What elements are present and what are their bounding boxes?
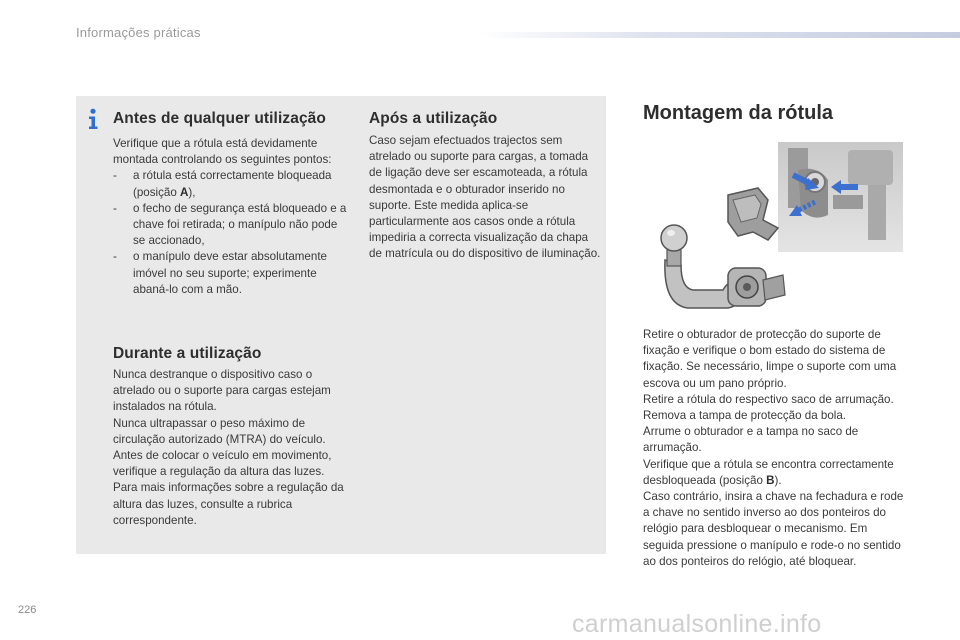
assembly-closing: Caso contrário, insira a chave na fechadura e rode a chave no sentido inverso ao dos ponteiros do relógio para desbloquear o mecanismo. Em seguida pressione o manípulo e rode-o no sentido ao dos ponteiros do relógio, até bloquear. <box>643 490 904 568</box>
header-title: Informações práticas <box>76 25 201 40</box>
during-use-paragraph: Nunca destranque o dispositivo caso o atrelado ou o suporte para cargas estejam instalados na rótula. <box>113 368 331 414</box>
after-use-text: Caso sejam efectuados trajectos sem atrelado ou suporte para cargas, a tomada de ligação deve ser escamoteada, a rótula desmontada e o obturador inserido no suporte. Este medida aplica-se particularmente aos casos onde a rótula impediria a correcta visualização da chapa de matrícula ou do dispositivo de iluminação. <box>369 134 601 261</box>
during-use-paragraph: Para mais informações sobre a regulação da altura das luzes, consulte a rubrica correspondente. <box>113 481 344 527</box>
during-use-title: Durante a utilização <box>113 345 262 362</box>
assembly-title: Montagem da rótula <box>643 102 834 124</box>
checklist-item: - a rótula está correctamente bloqueada (posição A), <box>113 169 332 199</box>
during-use-paragraph: Antes de colocar o veículo em movimento, verifique a regulação da altura das luzes. <box>113 449 332 479</box>
tow-ball-illustration <box>643 140 903 315</box>
during-use-text <box>113 367 350 529</box>
before-use-section <box>113 136 350 298</box>
during-use-paragraph: Nunca ultrapassar o peso máximo de circulação autorizado (MTRA) do veículo. <box>113 416 326 446</box>
assembly-step: Retire o obturador de protecção do suporte de fixação e verifique o bom estado do sistema de fixação. Se necessário, limpe o suporte com uma escova ou um pano próprio. <box>643 328 897 390</box>
after-use-title: Após a utilização <box>369 110 498 127</box>
assembly-step: Retire a rótula do respectivo saco de arrumação. <box>643 392 894 406</box>
before-use-intro: Verifique que a rótula está devidamente montada controlando os seguintes pontos: <box>113 137 332 167</box>
before-use-title: Antes de qualquer utilização <box>113 110 326 127</box>
info-icon <box>86 108 100 130</box>
page-number: 226 <box>18 604 37 616</box>
before-use-checklist <box>113 168 350 298</box>
assembly-step: Remova a tampa de protecção da bola. <box>643 409 847 423</box>
assembly-verify: Verifique que a rótula se encontra correctamente desbloqueada (posição B). <box>643 457 894 487</box>
assembly-step: Arrume o obturador e a tampa no saco de arrumação. <box>643 425 859 455</box>
checklist-item: - o fecho de segurança está bloqueado e a chave foi retirada; o manípulo não pode se accionado, <box>113 201 347 248</box>
watermark: carmanualsonline.info <box>572 610 822 638</box>
checklist-item: - o manípulo deve estar absolutamente imóvel no seu suporte; experimente abaná-lo com a mão. <box>113 250 327 296</box>
assembly-instructions <box>643 327 908 570</box>
header-divider <box>478 32 960 38</box>
